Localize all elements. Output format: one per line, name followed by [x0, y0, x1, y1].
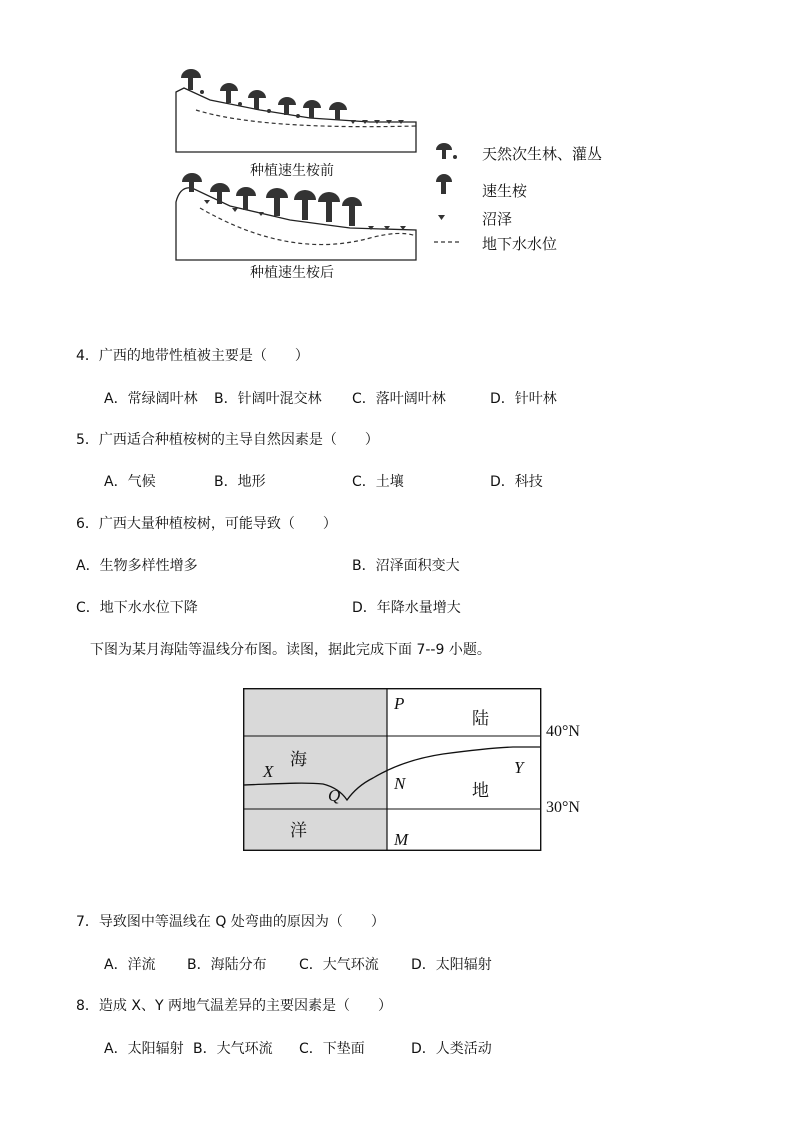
- natural-forest-icon: [436, 143, 457, 159]
- before-panel: [176, 69, 416, 152]
- label-p: P: [394, 694, 405, 713]
- swamp-icon: [438, 215, 445, 220]
- legend-swamp: 沼泽: [482, 210, 513, 228]
- q5-option-a[interactable]: A．气候: [104, 474, 156, 490]
- intro-text: 下图为某月海陆等温线分布图。读图，据此完成下面 7--9 小题。: [90, 642, 491, 658]
- q6-option-b[interactable]: B．沼泽面积变大: [352, 558, 460, 574]
- q5-option-c[interactable]: C．土壤: [352, 474, 404, 490]
- q4-option-b[interactable]: B．针阔叶混交林: [214, 391, 322, 407]
- label-sea-2: 洋: [290, 821, 307, 840]
- label-40n: 40°N: [546, 723, 580, 740]
- q8-option-b[interactable]: B．大气环流: [193, 1041, 273, 1057]
- q4-option-d[interactable]: D．针叶林: [490, 391, 557, 407]
- question-6-stem: 6．广西大量种植桉树，可能导致（ ）: [76, 516, 337, 532]
- q6-option-a[interactable]: A．生物多样性增多: [76, 558, 198, 574]
- q5-option-b[interactable]: B．地形: [214, 474, 266, 490]
- question-4-stem: 4．广西的地带性植被主要是（ ）: [76, 348, 309, 364]
- q7-option-b[interactable]: B．海陆分布: [187, 957, 267, 973]
- q6-option-c[interactable]: C．地下水水位下降: [76, 600, 198, 616]
- q7-option-c[interactable]: C．大气环流: [299, 957, 379, 973]
- eucalyptus-trees: [182, 173, 362, 226]
- q8-option-a[interactable]: A．太阳辐射: [104, 1041, 184, 1057]
- question-7-stem: 7．导致图中等温线在 Q 处弯曲的原因为（ ）: [76, 914, 385, 930]
- label-x: X: [263, 762, 274, 781]
- eucalyptus-icon: [436, 174, 452, 194]
- label-y: Y: [514, 758, 524, 777]
- legend-eucalyptus: 速生桉: [482, 182, 528, 200]
- q5-option-d[interactable]: D．科技: [490, 474, 543, 490]
- label-m: M: [394, 830, 409, 849]
- label-land-2: 地: [472, 781, 489, 800]
- after-panel: [176, 173, 416, 260]
- label-30n: 30°N: [546, 799, 580, 816]
- legend-groundwater: 地下水水位: [482, 235, 558, 253]
- caption-after: 种植速生桉后: [250, 265, 334, 281]
- question-8-stem: 8．造成 X、Y 两地气温差异的主要因素是（ ）: [76, 998, 392, 1014]
- caption-before: 种植速生桉前: [250, 163, 334, 179]
- q8-option-d[interactable]: D．人类活动: [411, 1041, 492, 1057]
- q8-option-c[interactable]: C．下垫面: [299, 1041, 365, 1057]
- q6-option-d[interactable]: D．年降水量增大: [352, 600, 461, 616]
- label-land-1: 陆: [472, 709, 489, 728]
- question-5-stem: 5．广西适合种植桉树的主导自然因素是（ ）: [76, 432, 379, 448]
- label-q: Q: [328, 786, 341, 805]
- q7-option-d[interactable]: D．太阳辐射: [411, 957, 492, 973]
- legend-natural-forest: 天然次生林、灌丛: [482, 145, 603, 163]
- label-sea-1: 海: [290, 750, 307, 769]
- q4-option-a[interactable]: A．常绿阔叶林: [104, 391, 198, 407]
- q4-option-c[interactable]: C．落叶阔叶林: [352, 391, 446, 407]
- label-n: N: [394, 774, 406, 793]
- q7-option-a[interactable]: A．洋流: [104, 957, 156, 973]
